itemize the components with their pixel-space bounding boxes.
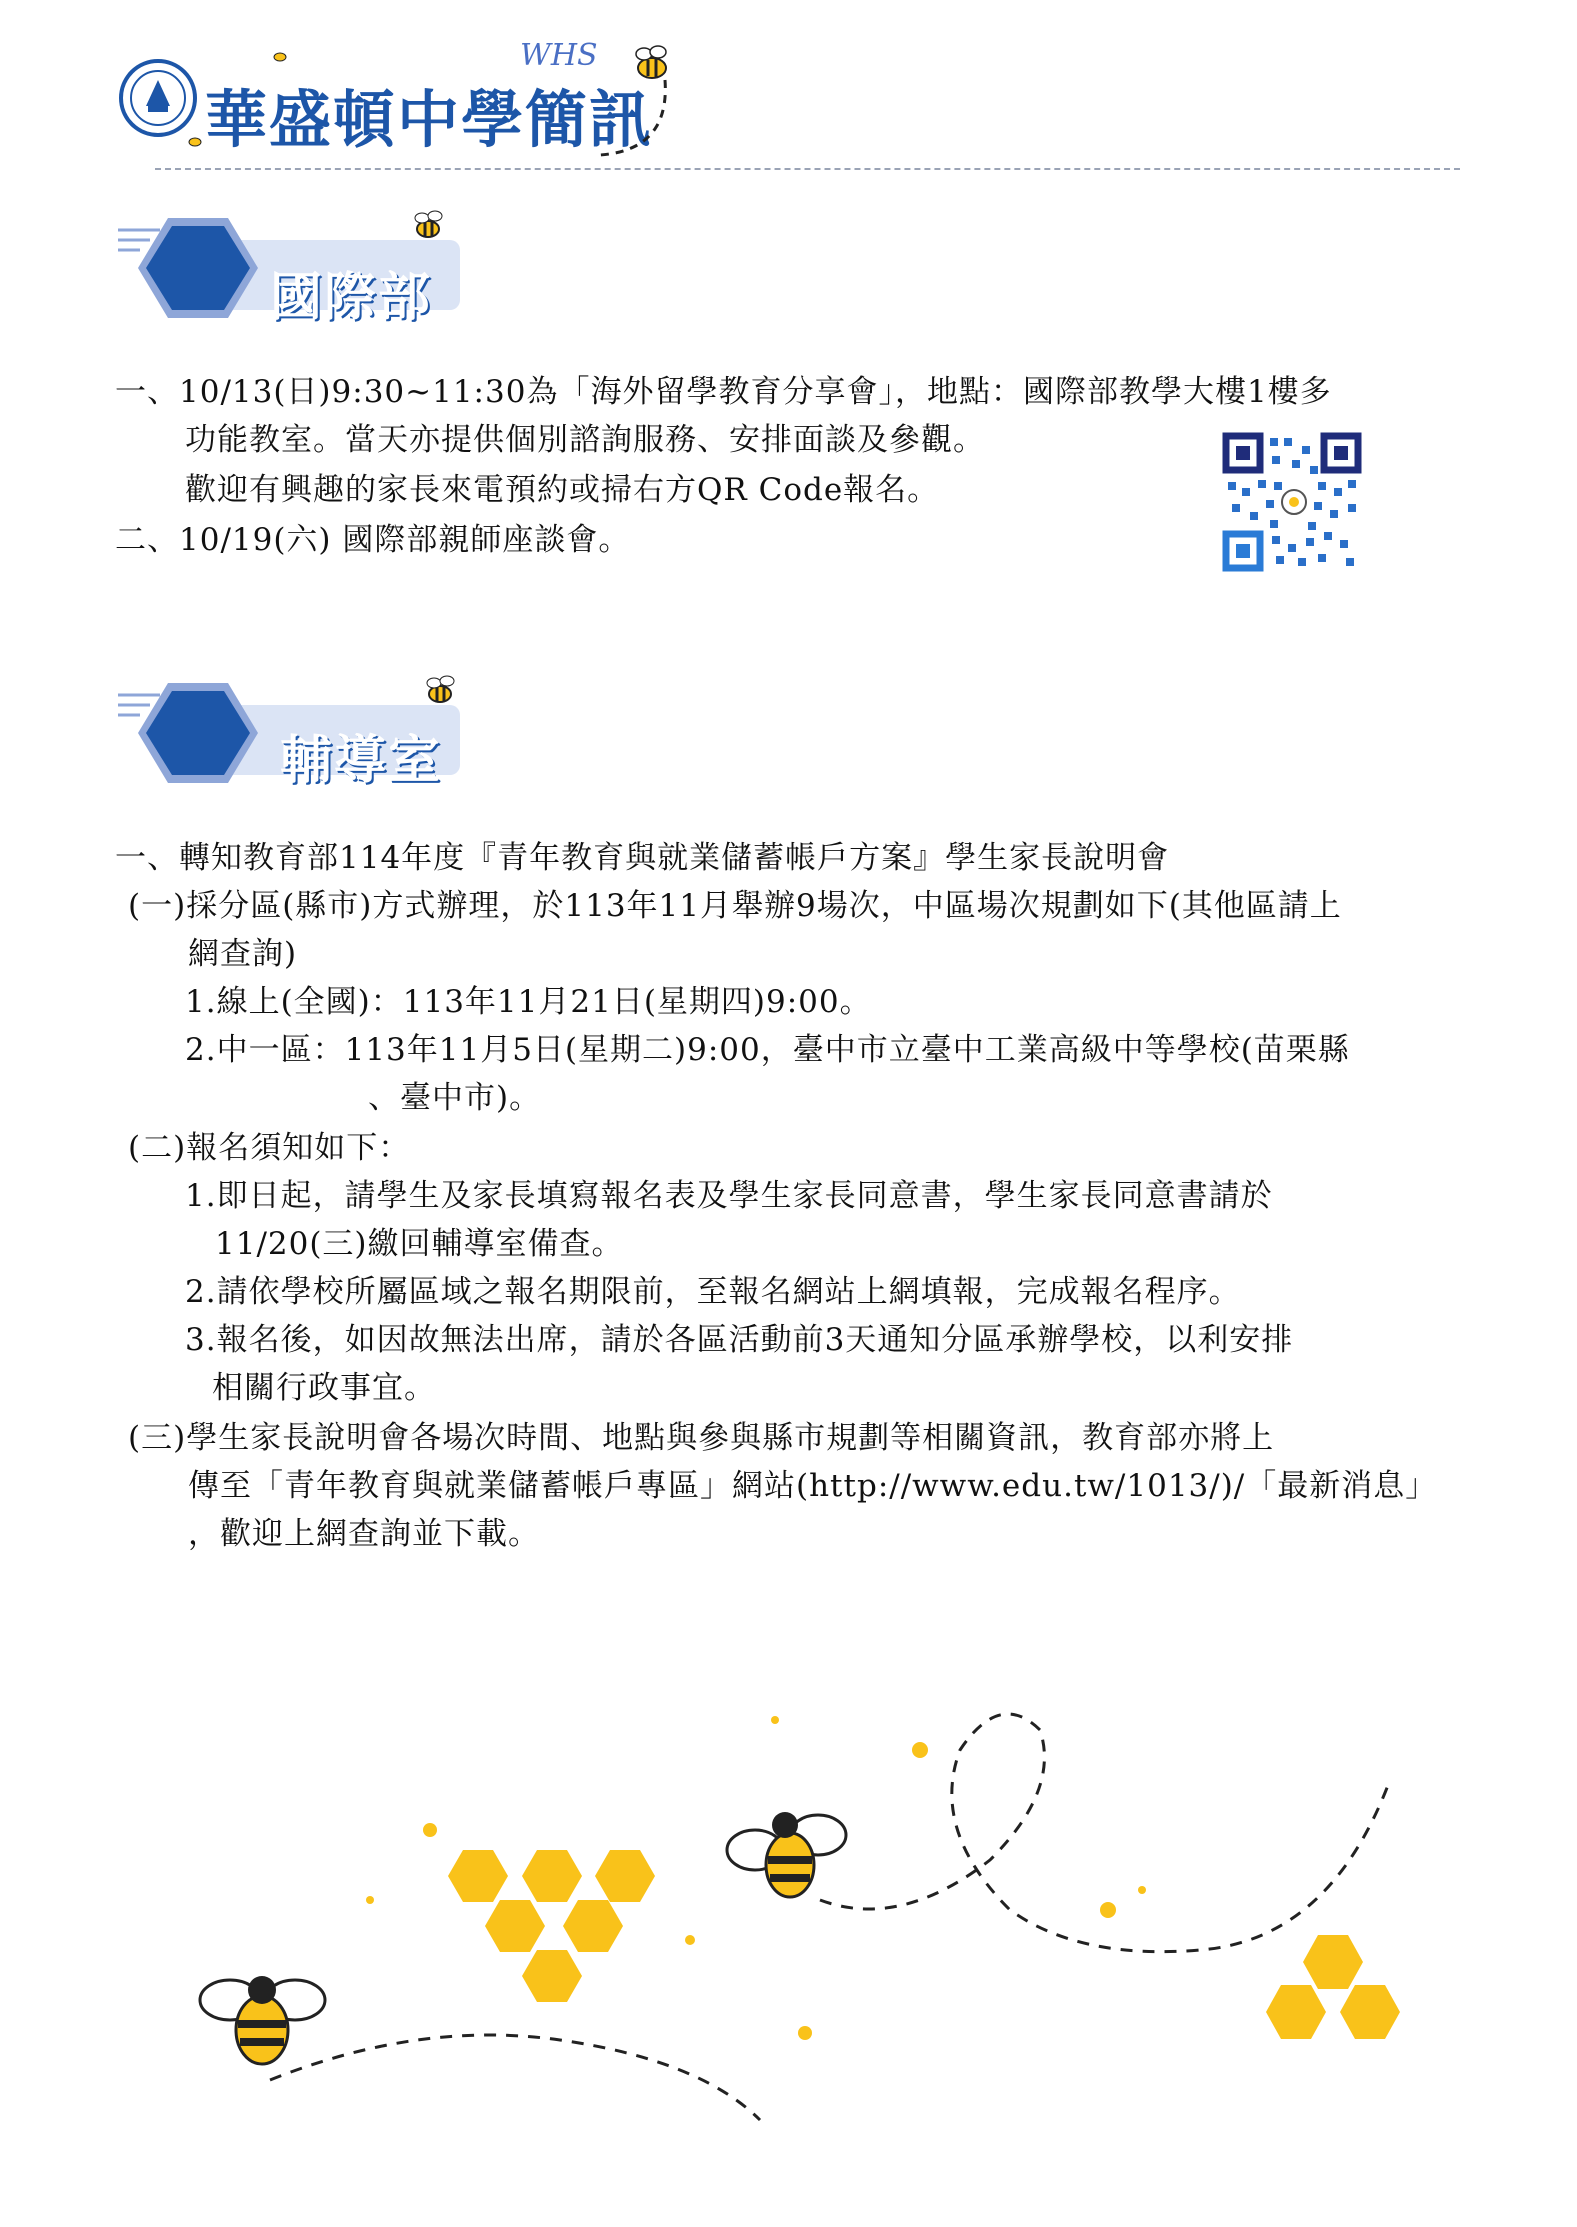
intl-item-1-cont: 功能教室。當天亦提供個別諮詢服務、安排面談及參觀。	[185, 422, 985, 458]
intl-item-1-cont: 歡迎有興趣的家長來電預約或掃右方QR Code報名。	[185, 472, 940, 508]
counsel-sub-1: (一)採分區(縣市)方式辦理，於113年11月舉辦9場次，中區場次規劃如下(其他區請上	[128, 888, 1342, 924]
counsel-sub-2: (二)報名須知如下：	[128, 1130, 411, 1166]
counsel-sub-3-cont: 傳至「青年教育與就業儲蓄帳戶專區」網站(http://www.edu.tw/1013/)/「最新消息」	[188, 1468, 1438, 1504]
school-seal-icon	[118, 58, 198, 138]
bee-decoration	[0, 1600, 1577, 2227]
counsel-sub-1-point-2-cont: 、臺中市)。	[368, 1080, 542, 1116]
brand-tag: WHS	[520, 38, 598, 73]
flight-path-icon	[560, 40, 690, 170]
bee-icon	[270, 45, 290, 65]
header-divider	[155, 168, 1460, 170]
intl-item-2: 二、10/19(六) 國際部親師座談會。	[115, 522, 631, 558]
counsel-sub-2-point-1-cont: 11/20(三)繳回輔導室備查。	[215, 1226, 624, 1262]
counsel-sub-1-point-2: 2.中一區：113年11月5日(星期二)9:00，臺中市立臺中工業高級中等學校(苗栗縣	[185, 1032, 1350, 1068]
bee-icon	[408, 205, 448, 245]
counsel-sub-2-point-3-cont: 相關行政事宜。	[212, 1370, 436, 1406]
counsel-sub-1-point-1: 1.線上(全國)：113年11月21日(星期四)9:00。	[185, 984, 872, 1020]
counsel-sub-3-cont: ，歡迎上網查詢並下載。	[188, 1516, 540, 1552]
bee-icon	[420, 670, 460, 710]
brand-title: 華盛頓中學簡訊	[205, 83, 654, 156]
counsel-sub-3: (三)學生家長說明會各場次時間、地點與參與縣市規劃等相關資訊，教育部亦將上	[128, 1420, 1275, 1456]
counsel-sub-2-point-3: 3.報名後，如因故無法出席，請於各區活動前3天通知分區承辦學校，以利安排	[185, 1322, 1294, 1358]
qr-code-icon[interactable]	[1222, 432, 1362, 572]
bee-icon	[185, 132, 205, 152]
counsel-item-1: 一、轉知教育部114年度『青年教育與就業儲蓄帳戶方案』學生家長說明會	[115, 840, 1170, 876]
counsel-sub-1-cont: 網查詢)	[188, 936, 298, 972]
section-title: 輔導室	[280, 731, 443, 791]
counsel-sub-2-point-1: 1.即日起，請學生及家長填寫報名表及學生家長同意書，學生家長同意書請於	[185, 1178, 1273, 1214]
intl-item-1: 一、10/13(日)9:30~11:30為「海外留學教育分享會」，地點：國際部教學大樓1樓多	[115, 374, 1332, 410]
counsel-sub-2-point-2: 2.請依學校所屬區域之報名期限前，至報名網站上網填報，完成報名程序。	[185, 1274, 1241, 1310]
section-title: 國際部	[270, 268, 433, 328]
